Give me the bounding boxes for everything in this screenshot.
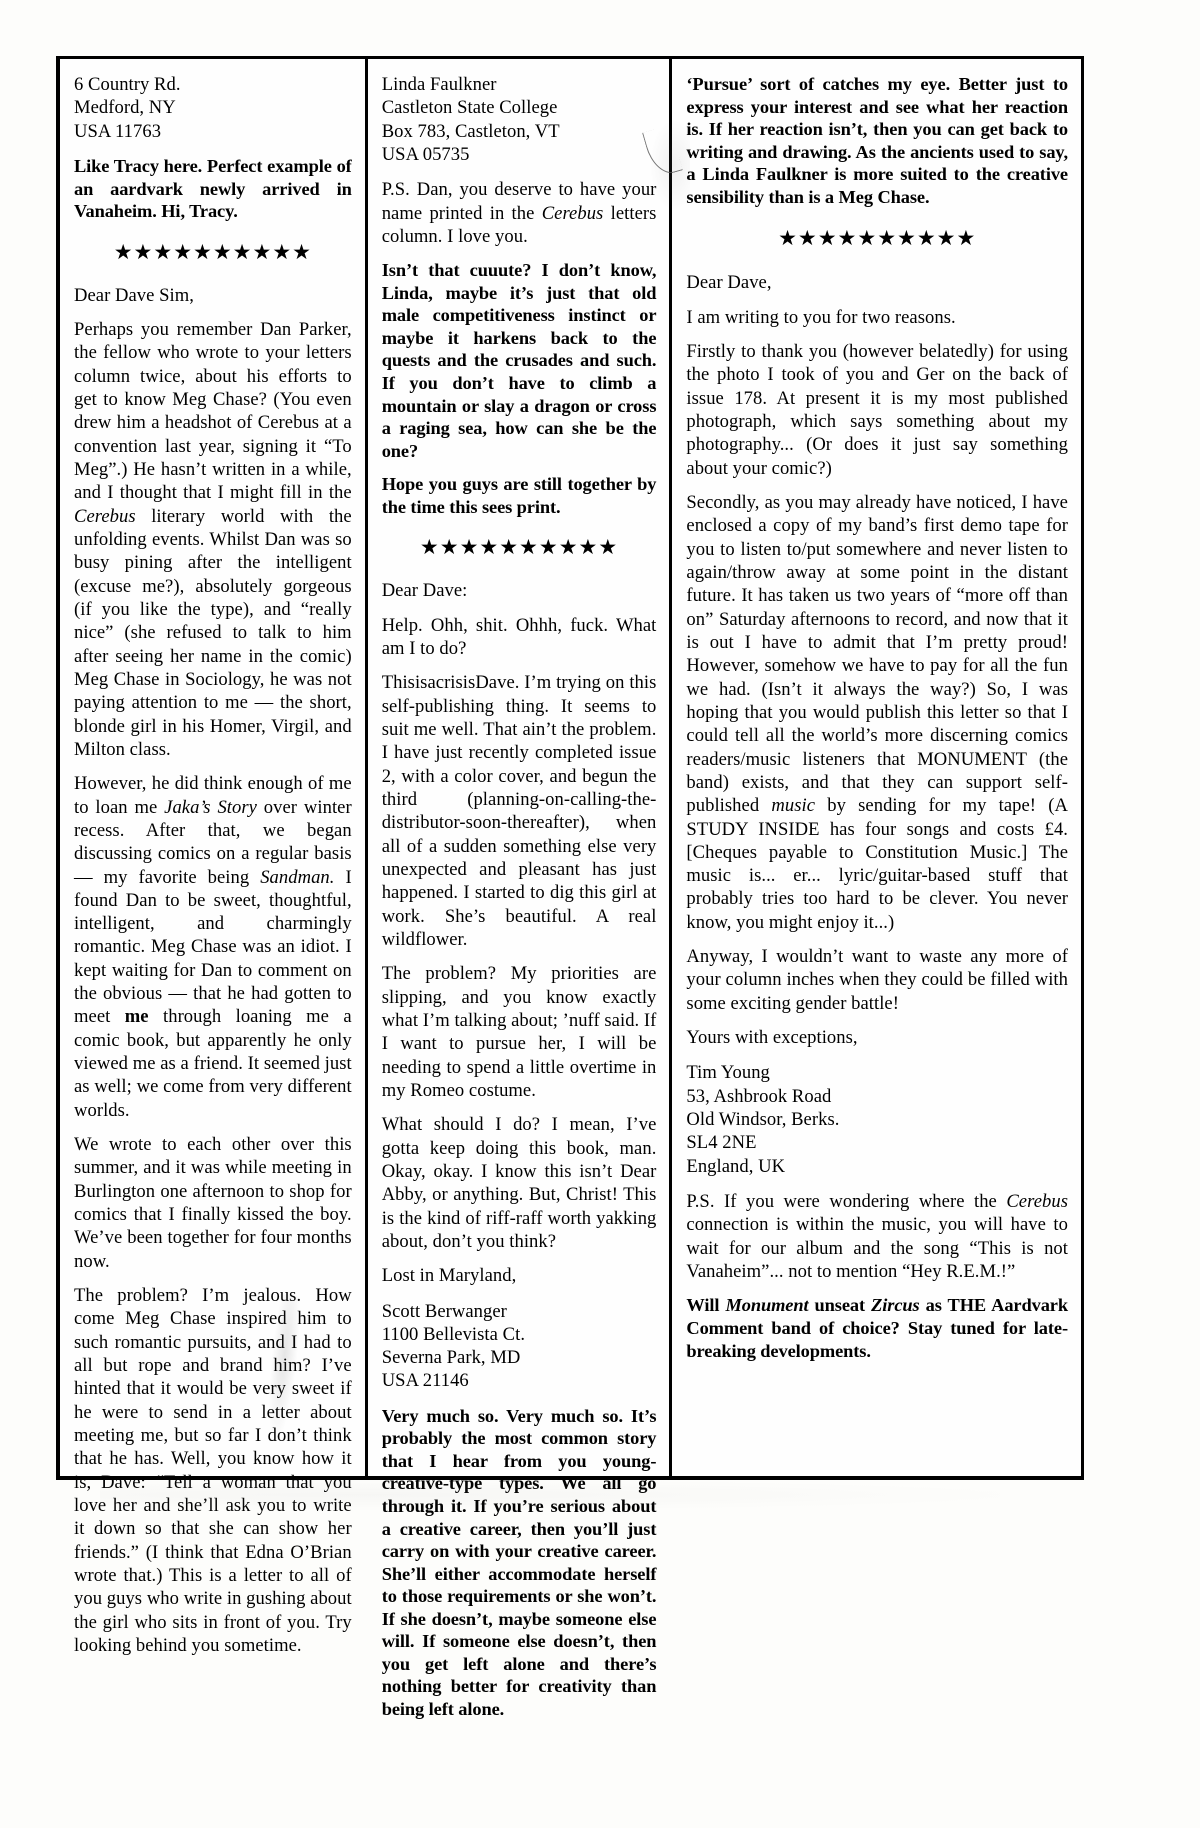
address-line: Tim Young xyxy=(686,1062,770,1084)
col3-signature-block xyxy=(686,1061,1068,1178)
letter-paragraph xyxy=(686,491,1068,934)
col3-ps xyxy=(686,1190,1068,1283)
letter-paragraph xyxy=(686,945,1068,1015)
col3-signoff: Yours with exceptions, xyxy=(686,1027,858,1049)
col2-salutation: Dear Dave: xyxy=(381,580,468,602)
column-1 xyxy=(60,59,365,1656)
letter-paragraph xyxy=(74,1133,352,1273)
italic-run: Sandman. xyxy=(260,866,335,888)
text-run: over winter recess. After that, we began discussing comics on a regular basis — my favorite being xyxy=(74,796,352,888)
col3-editor-reply-final xyxy=(686,1294,1068,1362)
col2-editor-reply-1: Isn’t that cuuute? I don’t know, Linda, maybe it’s just that old male competitiveness instinct or maybe it harkens back to the quests and the crusades and such. If you don’t have to climb a mountain or slay a dragon or cross a raging sea, how can she be the one? xyxy=(381,260,657,461)
bold-italic-run: Zircus xyxy=(871,1295,920,1316)
col1-editor-reply-1: Like Tracy here. Perfect example of an aardvark newly arrived in Vanaheim. Hi, Tracy. xyxy=(74,155,352,222)
col2-editor-reply-2: Hope you guys are still together by the time this sees print. xyxy=(381,474,657,517)
text-run: Perhaps you remember Dan Parker, the fellow who wrote to your letters column twice, about his efforts to get to know Meg Chase? (You even drew him a headshot of Cerebus at a convention last year, signing it “To Meg”.) He hasn’t written in a while, and I thought that I might fill in the xyxy=(74,318,352,504)
col2-editor-reply-3: Very much so. Very much so. It’s probably the most common story that I hear from you young-creative-type types. We all go through it. If you’re serious about a creative career, then you’ll just carry on with your creative career. She’ll either accommodate herself to those requirements or she won’t. If she doesn’t, maybe someone else will. If someone else doesn’t, then you get left alone and there’s nothing better for creativity than being left alone. xyxy=(381,1405,657,1719)
text-run: P.S. Dan, you deserve to have your name printed in the xyxy=(381,179,657,224)
address-line: 1100 Bellevista Ct. xyxy=(381,1323,526,1345)
text-run: Anyway, I wouldn’t want to waste any more of your column inches when they could be filled with some exciting gender battle! xyxy=(686,946,1068,1014)
text-run: However, he did think enough of me to loan me xyxy=(74,773,352,818)
italic-run: Cerebus xyxy=(74,505,136,527)
address-line: Scott Berwanger xyxy=(381,1300,507,1322)
address-line: SL4 2NE xyxy=(686,1132,757,1154)
col1-salutation: Dear Dave Sim, xyxy=(74,284,194,306)
letter-paragraph: What should I do? I mean, I’ve gotta keep doing this book, man. Okay, okay. I know this isn’t Dear Abby, or anything. But, Christ! This is the kind of riff-raff worth yakking about, don’t you think? xyxy=(381,1114,657,1252)
text-run: through loaning me a comic book, but apparently he only viewed me as a friend. It seemed just as well; we come from very different worlds. xyxy=(74,1006,352,1121)
address-line: 53, Ashbrook Road xyxy=(686,1085,832,1107)
address-line: Medford, NY xyxy=(74,97,176,119)
letter-paragraph xyxy=(74,772,352,1122)
col3-editor-reply-continued: ‘Pursue’ sort of catches my eye. Better just to express your interest and see what her reaction is. If her reaction isn’t, then you can get back to writing and drawing. As the ancients used to say, a Linda Faulkner is more suited to the creative sensibility than is a Meg Chase. xyxy=(686,74,1068,207)
address-line: Box 783, Castleton, VT xyxy=(381,120,560,142)
col1-address-block xyxy=(74,73,352,143)
text-run: I found Dan to be sweet, thoughtful, intelligent, and charmingly romantic. Meg Chase was an idiot. I kept waiting for Dan to comment on the obvious — that he had gotten to meet xyxy=(74,866,352,1028)
col2-address-block xyxy=(382,73,657,166)
col3-salutation: Dear Dave, xyxy=(686,272,772,294)
letter-paragraph: ThisisacrisisDave. I’m trying on this self-publishing thing. It seems to suit me well. That ain’t the problem. I have just recently completed issue 2, with a color cover, and begun the third (planning-on-calling-the-distributor-soon-thereafter), when all of a sudden something else very unexpected and pleasant has just happened. I started to dig this girl at work. She’s beautiful. A real wildflower. xyxy=(381,672,657,950)
text-run: connection is within the music, you will have to wait for our album and the song “This is not Vanaheim”... not to mention “Hey R.E.M.!” xyxy=(686,1214,1068,1283)
star-divider: ★★★★★★★★★★ xyxy=(419,535,619,560)
bold-run: Will xyxy=(686,1295,726,1316)
italic-run: music xyxy=(771,795,816,817)
text-run: literary world with the unfolding events. Whilst Dan was so busy pining after the intelligent (excuse me?), absolutely gorgeous (if you like the type), and “really nice” (she refused to talk to him after seeing her name in the comic) Meg Chase in Sociology, he was not paying attention to me — the short, blonde girl in his Homer, Virgil, and Milton class. xyxy=(74,505,352,760)
italic-run: Cerebus xyxy=(1006,1191,1068,1213)
column-3 xyxy=(669,59,1081,1476)
text-run: We wrote to each other over this summer, and it was while meeting in Burlington one afternoon to shop for comics that I finally kissed the boy. We’ve been together for four months now. xyxy=(74,1134,352,1272)
italic-run: Jaka’s Story xyxy=(164,796,257,818)
col2-signoff: Lost in Maryland, xyxy=(381,1265,517,1287)
address-line: Linda Faulkner xyxy=(381,74,497,95)
letter-paragraph: The problem? My priorities are slipping, and you know exactly what I’m talking about; ’nuff said. If I want to pursue her, I will be needing to spend a little overtime in my Romeo costume. xyxy=(381,963,657,1101)
bold-run: unseat xyxy=(808,1295,872,1316)
letter-paragraph xyxy=(686,306,1068,329)
address-line: USA 05735 xyxy=(381,143,470,165)
col2-body xyxy=(382,614,657,1254)
letter-paragraph xyxy=(74,318,352,761)
address-line: USA 11763 xyxy=(74,120,162,142)
text-run: P.S. If you were wondering where the xyxy=(686,1191,1007,1213)
letter-paragraph: Help. Ohh, shit. Ohhh, fuck. What am I to do? xyxy=(381,614,657,659)
text-run: I am writing to you for two reasons. xyxy=(686,306,956,328)
text-run: by sending for my tape! (A STUDY INSIDE has four songs and costs £4. [Cheques payable to Constitution Music.] The music is... er... lyric/guitar-based stuff that probably tries too hard to be clever. You never know, you might enjoy it...) xyxy=(686,795,1068,933)
address-line: Castleton State College xyxy=(381,97,558,119)
address-line: England, UK xyxy=(686,1155,786,1177)
bold-run: me xyxy=(124,1006,149,1028)
column-2 xyxy=(365,59,670,1719)
italic-run: Cerebus xyxy=(541,202,604,224)
col1-body xyxy=(74,318,352,1657)
star-divider: ★★★★★★★★★★ xyxy=(778,226,977,251)
text-run: Firstly to thank you (however belatedly) for using the photo I took of you and Ger on the back of issue 178. At present it is my most published photograph, which says something about my photography... (Or does it just say something about your comic?) xyxy=(686,340,1068,479)
address-line: Old Windsor, Berks. xyxy=(686,1109,840,1131)
letters-column-frame xyxy=(56,56,1084,1719)
text-run: The problem? I’m jealous. How come Meg Chase inspired him to such romantic pursuits, and I had to all but rope and brand him? I’ve hinted that it would be very sweet if he were to send in a letter about meeting me, but so far I don’t think that he has. Well, you know how it is, Dave: “Tell a woman that you love her and she’ll ask you to write it down so that she can show her friends.” (I think that Edna O’Brian wrote that.) This is a letter to all of you guys who write in gushing about the girl who sits in front of you. Try looking behind you sometime. xyxy=(74,1285,352,1656)
address-line: 6 Country Rd. xyxy=(74,74,181,95)
text-run: Secondly, as you may already have noticed, I have enclosed a copy of my band’s first demo tape for you to listen to/put somewhere and never listen to again/throw away at some point in the distant future. It has taken us two years of “more off than on” Saturday afternoons to record, and now that it is out I have to admit that I’m pretty proud! However, somehow we have to pay for all the fun we had. (Isn’t it always the way?) So, I was hoping that you would publish this letter so that I could tell all the world’s more discerning comics readers/music listeners that MONUMENT (the band) exists, and that they can support self-published xyxy=(686,491,1068,817)
address-line: USA 21146 xyxy=(381,1370,469,1392)
letter-paragraph xyxy=(74,1284,352,1657)
star-divider: ★★★★★★★★★★ xyxy=(113,239,312,264)
letter-paragraph xyxy=(686,340,1068,480)
address-line: Severna Park, MD xyxy=(381,1347,521,1369)
text-run: letters column. I love you. xyxy=(381,202,657,247)
bold-run: as THE Aardvark Comment band of choice? Stay tuned for late-breaking developments. xyxy=(686,1295,1068,1361)
bold-italic-run: Monument xyxy=(725,1295,809,1316)
col3-body xyxy=(686,306,1068,1016)
col2-signature-block xyxy=(382,1300,657,1393)
col2-ps xyxy=(382,178,657,248)
